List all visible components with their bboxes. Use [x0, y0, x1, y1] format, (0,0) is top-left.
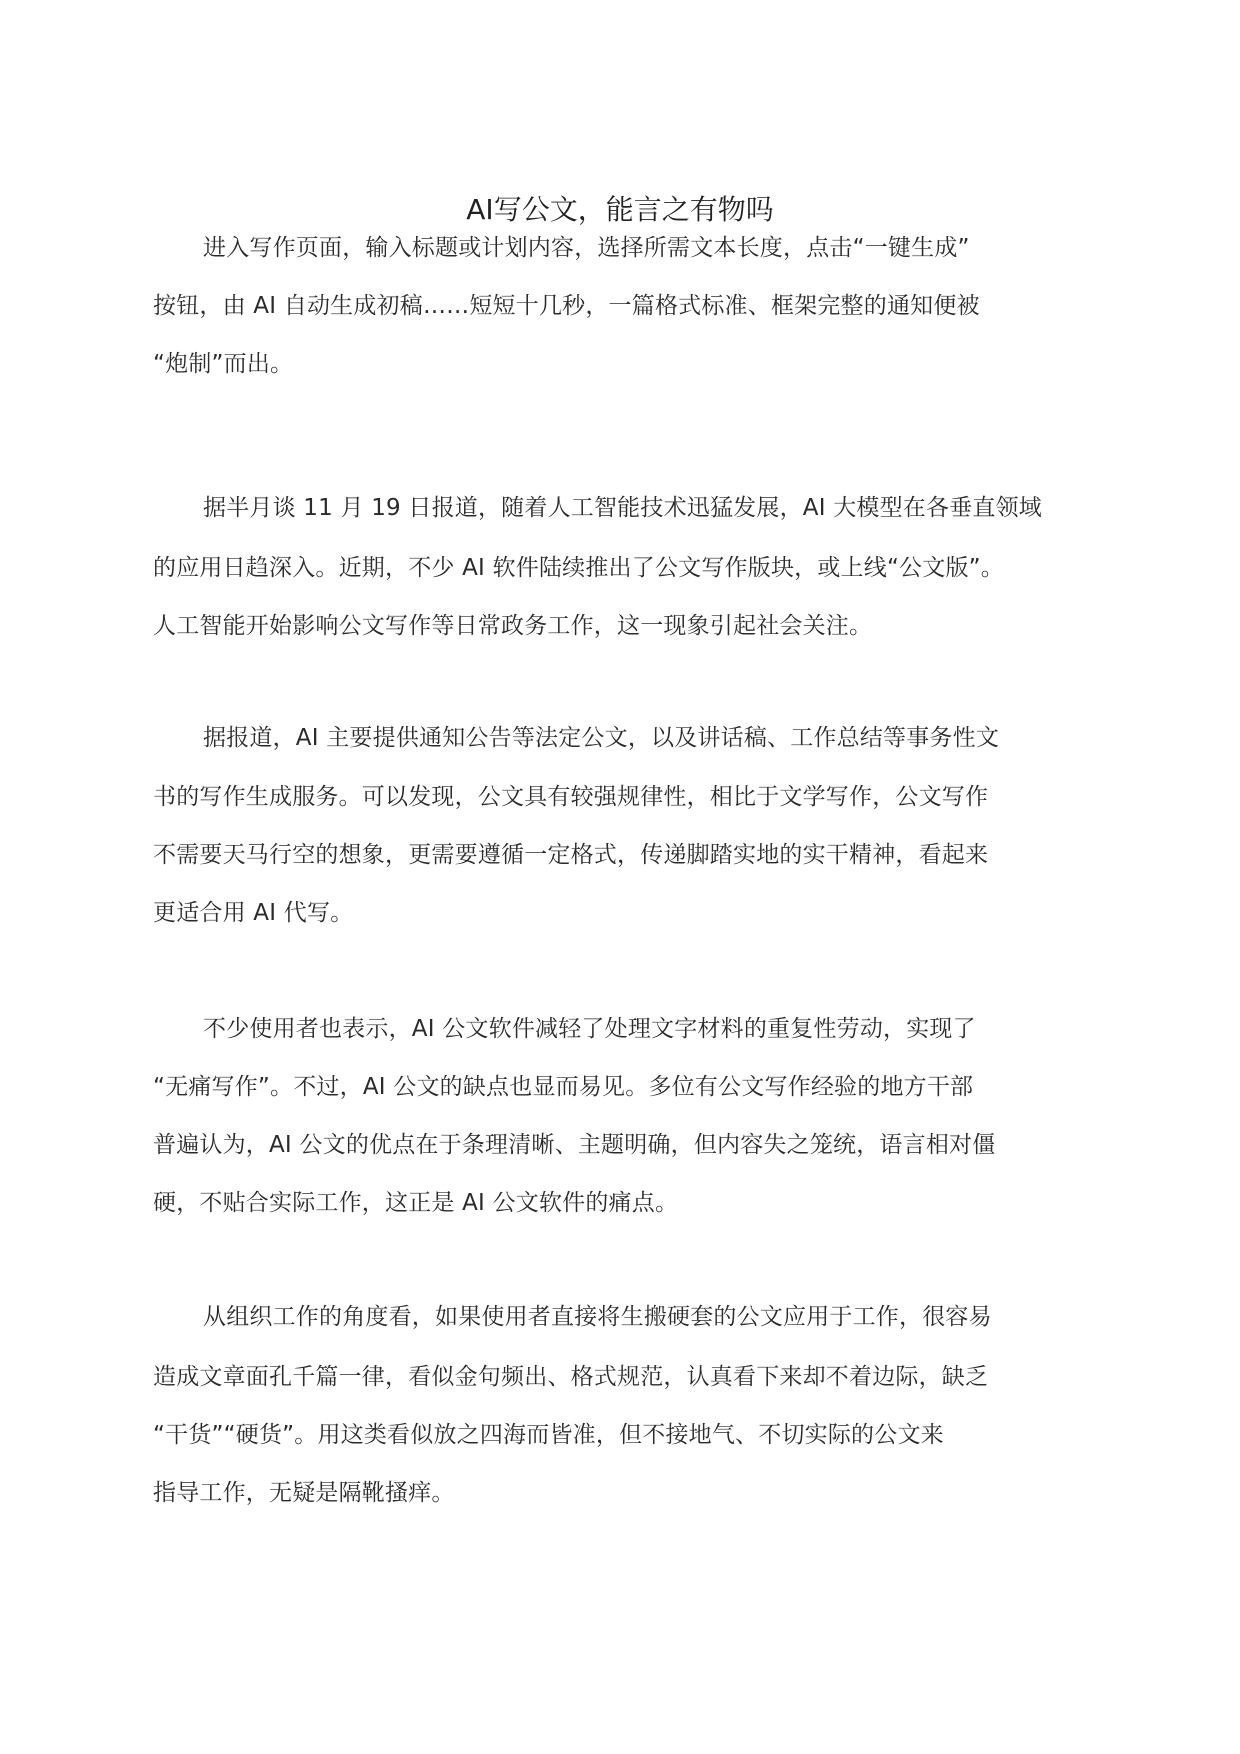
paragraph-5-line-2: 造成文章面孔千篇一律，看似金句频出、格式规范，认真看下来却不着边际，缺乏	[153, 1364, 989, 1390]
paragraph-5-line-1: 从组织工作的角度看，如果使用者直接将生搬硬套的公文应用于工作，很容易	[203, 1304, 992, 1330]
paragraph-2-line-2: 的应用日趋深入。近期，不少 AI 软件陆续推出了公文写作版块，或上线“公文版”。	[153, 555, 1004, 581]
paragraph-3-line-2: 书的写作生成服务。可以发现，公文具有较强规律性，相比于文学写作，公文写作	[153, 784, 989, 810]
paragraph-4-line-1: 不少使用者也表示，AI 公文软件减轻了处理文字材料的重复性劳动，实现了	[203, 1016, 976, 1042]
paragraph-1-line-2: 按钮，由 AI 自动生成初稿……短短十几秒，一篇格式标准、框架完整的通知便被	[153, 293, 980, 319]
paragraph-2-line-3: 人工智能开始影响公文写作等日常政务工作，这一现象引起社会关注。	[153, 613, 873, 639]
paragraph-2-line-1: 据半月谈 11 月 19 日报道，随着人工智能技术迅猛发展，AI 大模型在各垂直领域	[203, 495, 1043, 521]
paragraph-5-line-4: 指导工作，无疑是隔靴搔痒。	[153, 1480, 455, 1506]
paragraph-4-line-2: “无痛写作”。不过，AI 公文的缺点也显而易见。多位有公文写作经验的地方干部	[153, 1074, 974, 1100]
paragraph-5-line-3: “干货”“硬货”。用这类看似放之四海而皆准，但不接地气、不切实际的公文来	[153, 1422, 944, 1448]
paragraph-4-line-3: 普遍认为，AI 公文的优点在于条理清晰、主题明确，但内容失之笼统，语言相对僵	[153, 1132, 996, 1158]
page-title: AI写公文，能言之有物吗	[466, 193, 774, 226]
paragraph-1-line-1: 进入写作页面，输入标题或计划内容，选择所需文本长度，点击“一键生成”	[203, 235, 970, 261]
paragraph-4-line-4: 硬，不贴合实际工作，这正是 AI 公文软件的痛点。	[153, 1190, 679, 1216]
paragraph-3-line-3: 不需要天马行空的想象，更需要遵循一定格式，传递脚踏实地的实干精神，看起来	[153, 842, 989, 868]
paragraph-1-line-3: “炮制”而出。	[153, 351, 294, 377]
paragraph-3-line-1: 据报道，AI 主要提供通知公告等法定公文，以及讲话稿、工作总结等事务性文	[203, 725, 1000, 751]
paragraph-3-line-4: 更适合用 AI 代写。	[153, 900, 354, 926]
